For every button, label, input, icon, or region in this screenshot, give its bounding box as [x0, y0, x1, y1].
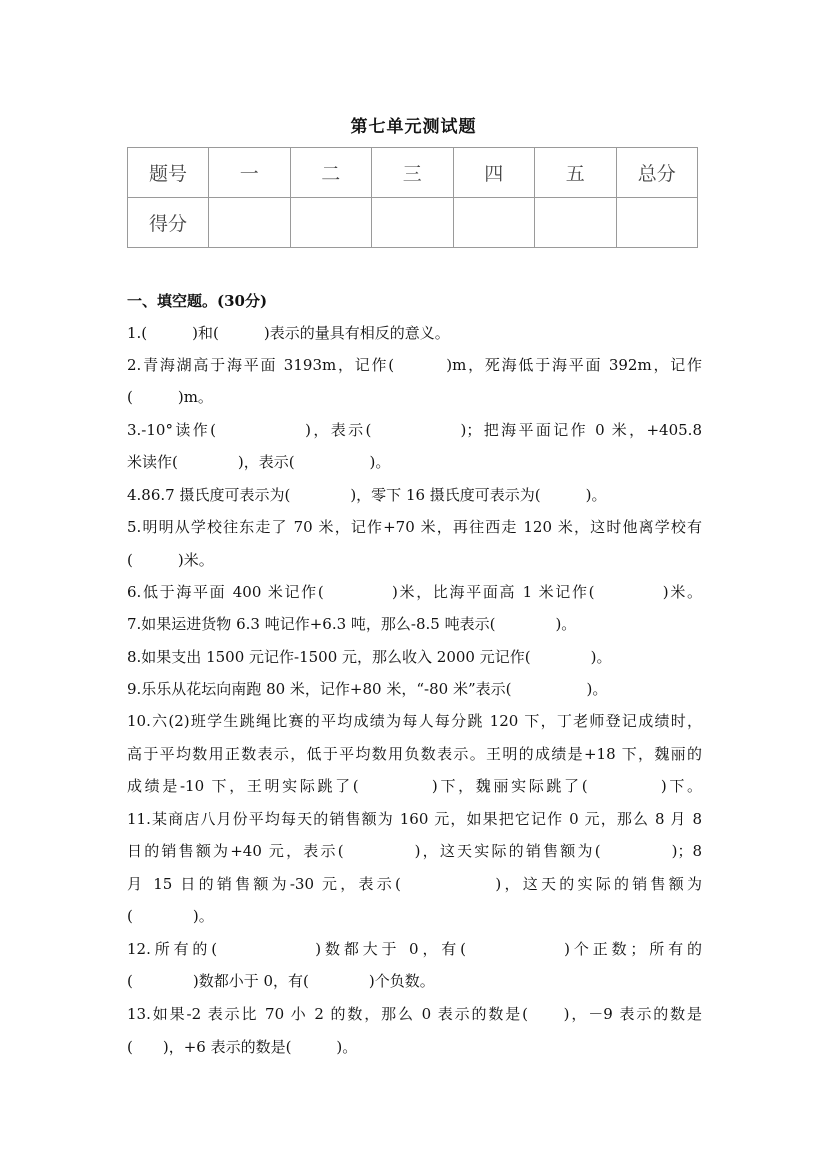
question-line: 1.( )和( )表示的量具有相反的意义。 [127, 324, 450, 342]
score-table-header-cell: 题号 [128, 148, 209, 198]
score-table-header-cell: 二 [290, 148, 372, 198]
question-line: 4.86.7 摄氏度可表示为( )，零下 16 摄氏度可表示为( )。 [127, 486, 607, 504]
question-line: 12.所有的( )数都大于 0，有( )个正数；所有的 [127, 940, 702, 958]
question-line: ( )，+6 表示的数是( )。 [127, 1038, 358, 1056]
question-line: 5.明明从学校往东走了 70 米，记作+70 米，再往西走 120 米，这时他离学校有 [127, 518, 702, 536]
question-line: 13.如果-2 表示比 70 小 2 的数，那么 0 表示的数是( )，－9 表示的数是 [127, 1005, 702, 1023]
score-cell[interactable] [616, 198, 698, 248]
question-line: 7.如果运进货物 6.3 吨记作+6.3 吨，那么-8.5 吨表示( )。 [127, 615, 577, 633]
question-line: 日的销售额为+40 元，表示( )，这天实际的销售额为( )；8 [127, 842, 702, 860]
score-table-header-cell: 五 [535, 148, 617, 198]
score-table-score-row [128, 198, 698, 248]
score-row-label: 得分 [128, 198, 209, 248]
score-cell[interactable] [535, 198, 617, 248]
question-line: 3.-10°读作( )，表示( )；把海平面记作 0 米，+405.8 [127, 421, 702, 439]
question-line: ( )。 [127, 907, 214, 925]
score-table [127, 147, 698, 248]
question-line: ( )m。 [127, 388, 213, 406]
question-line: 成绩是-10 下，王明实际跳了( )下，魏丽实际跳了( )下。 [127, 777, 702, 795]
section-heading: 一、填空题。(30分) [127, 292, 268, 310]
question-line: 6.低于海平面 400 米记作( )米，比海平面高 1 米记作( )米。 [127, 583, 703, 601]
question-line: 米读作( )，表示( )。 [127, 453, 391, 471]
score-cell[interactable] [372, 198, 454, 248]
question-line: 月 15 日的销售额为-30 元，表示( )，这天的实际的销售额为 [127, 875, 702, 893]
score-cell[interactable] [290, 198, 372, 248]
score-table-header-cell: 四 [453, 148, 535, 198]
question-line: 8.如果支出 1500 元记作-1500 元，那么收入 2000 元记作( )。 [127, 648, 612, 666]
score-cell[interactable] [453, 198, 535, 248]
question-line: 10.六(2)班学生跳绳比赛的平均成绩为每人每分跳 120 下，丁老师登记成绩时， [127, 712, 702, 730]
score-table-header-cell: 三 [372, 148, 454, 198]
score-table-header-row [128, 148, 698, 198]
score-table-header-cell: 一 [209, 148, 291, 198]
score-table-header-cell: 总分 [616, 148, 698, 198]
question-line: 11.某商店八月份平均每天的销售额为 160 元，如果把它记作 0 元，那么 8 月 8 [127, 810, 702, 828]
question-line: ( )米。 [127, 551, 214, 569]
question-line: 2.青海湖高于海平面 3193m，记作( )m，死海低于海平面 392m，记作 [127, 356, 702, 374]
score-cell[interactable] [209, 198, 291, 248]
question-line: ( )数都小于 0，有( )个负数。 [127, 972, 435, 990]
question-line: 高于平均数用正数表示，低于平均数用负数表示。王明的成绩是+18 下，魏丽的 [127, 745, 702, 763]
question-line: 9.乐乐从花坛向南跑 80 米，记作+80 米，“-80 米”表示( )。 [127, 680, 608, 698]
page-title: 第七单元测试题 [350, 117, 477, 137]
